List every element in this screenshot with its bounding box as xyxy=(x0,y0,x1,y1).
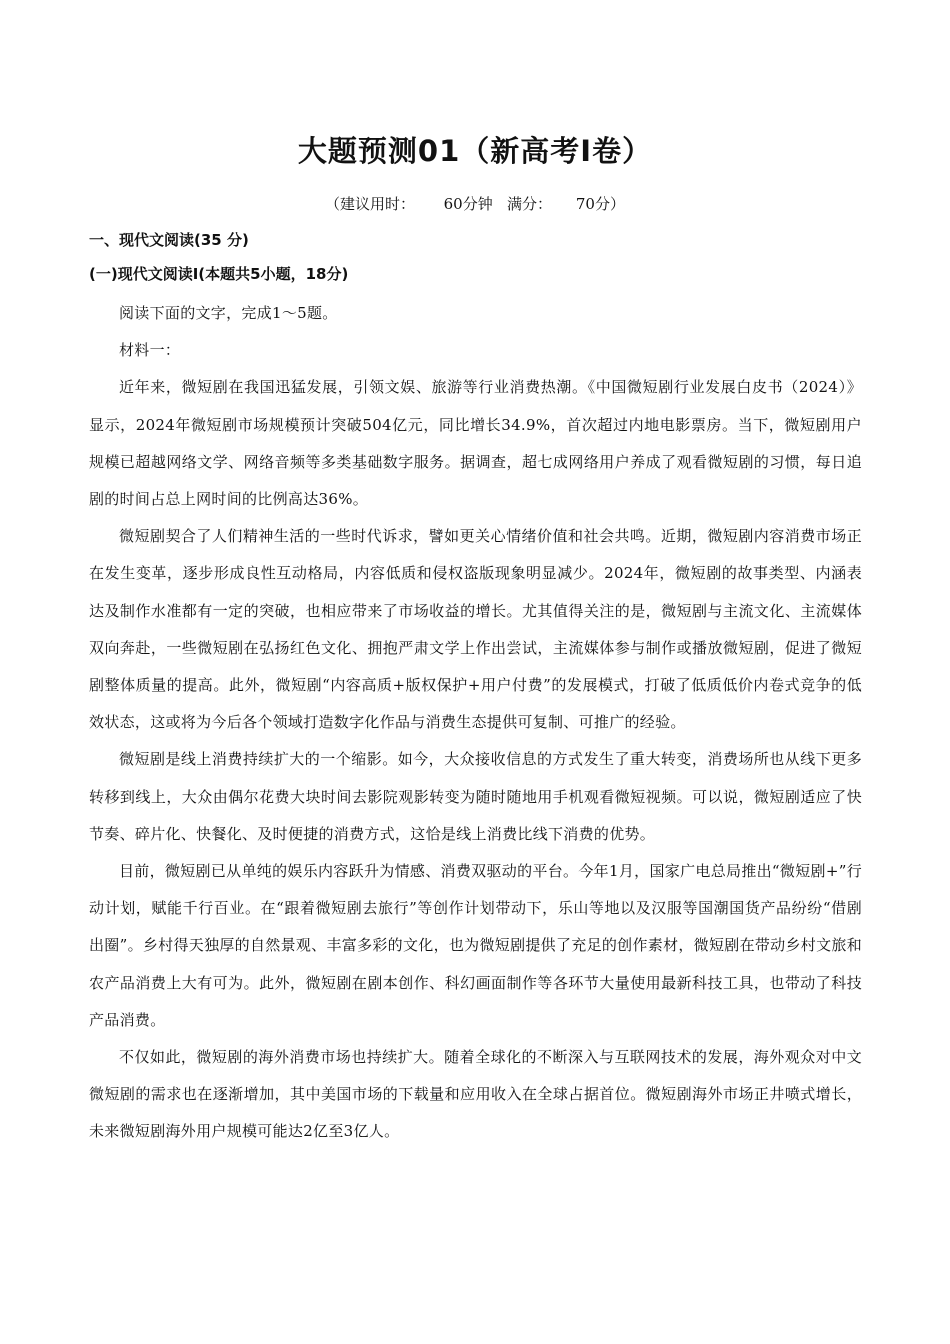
page-title: 大题预测01（新高考Ⅰ卷） xyxy=(297,134,653,168)
material-label: 材料一： xyxy=(119,341,181,360)
sub-heading: (一)现代文阅读Ⅰ(本题共5小题，18分) xyxy=(89,265,349,283)
paragraph: 不仅如此，微短剧的海外消费市场也持续扩大。随着全球化的不断深入与互联网技术的发展，海外观众对中文微短剧的需求也在逐渐增加，其中美国市场的下载量和应用收入在全球占据首位。微短剧海外市场正井喷式增长，未来微短剧海外用户规模可能达2亿至3亿人。 xyxy=(89,1048,862,1141)
instruction: 阅读下面的文字，完成1～5题。 xyxy=(119,304,338,322)
paragraph: 目前，微短剧已从单纯的娱乐内容跃升为情感、消费双驱动的平台。今年1月，国家广电总局推出“微短剧+”行动计划，赋能千行百业。在“跟着微短剧去旅行”等创作计划带动下，乐山等地以及汉服等国潮国货产品纷纷“借剧出圈”。乡村得天独厚的自然景观、丰富多彩的文化，也为微短剧提供了充足的创作素材，微短剧在带动乡村文旅和农产品消费上大有可为。此外，微短剧在剧本创作、科幻画面制作等各环节大量使用最新科技工具，也带动了科技产品消费。 xyxy=(89,862,862,1029)
paragraph: 微短剧是线上消费持续扩大的一个缩影。如今，大众接收信息的方式发生了重大转变，消费场所也从线下更多转移到线上，大众由偶尔花费大块时间去影院观影转变为随时随地用手机观看微短视频。可以说，微短剧适应了快节奏、碎片化、快餐化、及时便捷的消费方式，这恰是线上消费比线下消费的优势。 xyxy=(89,750,862,843)
score-value: 70分） xyxy=(575,195,625,213)
paragraph: 微短剧契合了人们精神生活的一些时代诉求，譬如更关心情绪价值和社会共鸣。近期，微短剧内容消费市场正在发生变革，逐步形成良性互动格局，内容低质和侵权盗版现象明显减少。2024年，微短剧的故事类型、内涵表达及制作水准都有一定的突破，也相应带来了市场收益的增长。尤其值得关注的是，微短剧与主流文化、主流媒体双向奔赴，一些微短剧在弘扬红色文化、拥抱严肃文学上作出尝试，主流媒体参与制作或播放微短剧，促进了微短剧整体质量的提高。此外，微短剧“内容高质+版权保护+用户付费”的发展模式，打破了低质低价内卷式竞争的低效状态，这或将为今后各个领域打造数字化作品与消费生态提供可复制、可推广的经验。 xyxy=(89,527,862,732)
reading-passage xyxy=(89,295,862,1151)
exam-meta xyxy=(0,193,950,215)
time-value: 60分钟 xyxy=(443,195,493,213)
score-label: 满分： xyxy=(507,195,553,213)
section-heading: 一、现代文阅读(35 分) xyxy=(89,231,249,249)
time-label: （建议用时： xyxy=(325,195,416,213)
paragraph: 近年来，微短剧在我国迅猛发展，引领文娱、旅游等行业消费热潮。《中国微短剧行业发展白皮书（2024）》显示，2024年微短剧市场规模预计突破504亿元，同比增长34.9%，首次超过内地电影票房。当下，微短剧用户规模已超越网络文学、网络音频等多类基础数字服务。据调查，超七成网络用户养成了观看微短剧的习惯，每日追剧的时间占总上网时间的比例高达36%。 xyxy=(89,378,862,509)
